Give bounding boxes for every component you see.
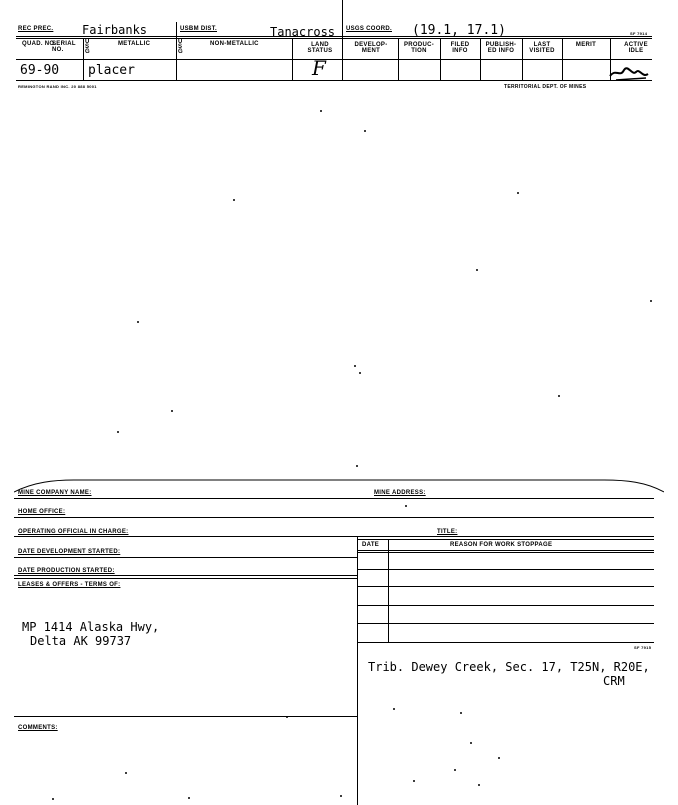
handwritten-mark-icon [606, 60, 656, 84]
quad-no-label: QUAD. NO. [22, 41, 57, 47]
production-label: PRODUC-TION [403, 42, 435, 54]
non-metallic-label: NON-METALLIC [210, 41, 259, 47]
form-center-divider [357, 536, 358, 805]
published-info-label: PUBLISH-ED INFO [485, 42, 517, 54]
filed-info-label: FILED INFO [450, 42, 470, 54]
rec-prec-label: REC PREC. [18, 26, 54, 32]
date-production-label: DATE PRODUCTION STARTED: [18, 568, 115, 574]
header-rule-bottom [16, 80, 652, 81]
lower-form-number: SF 7915 [634, 645, 652, 650]
leases-label: LEASES & OFFERS - TERMS OF: [18, 582, 121, 588]
mine-address-label: MINE ADDRESS: [374, 490, 426, 496]
mine-company-name-label: MINE COMPANY NAME: [18, 490, 92, 496]
printer-imprint: REMINGTON RAND INC. 20 888 5001 [18, 84, 97, 89]
rec-prec-value: Fairbanks [82, 23, 148, 37]
serial-no-label: SERIAL NO. [52, 41, 76, 53]
address-line-2: Delta AK 99737 [30, 634, 132, 648]
usbm-dist-label: USBM DIST. [180, 26, 218, 32]
comments-label: COMMENTS: [18, 725, 58, 731]
date-development-label: DATE DEVELOPMENT STARTED: [18, 549, 121, 555]
usbm-dist-value: Tanacross [270, 25, 336, 39]
header-divider [342, 0, 343, 80]
operating-official-label: OPERATING OFFICIAL IN CHARGE: [18, 529, 129, 535]
header-divider [398, 38, 399, 80]
title-label: TITLE: [437, 529, 458, 535]
metallic-label: METALLIC [118, 41, 151, 47]
usgs-coord-value: (19.1, 17.1) [412, 23, 506, 38]
development-label: DEVELOP-MENT [354, 42, 388, 54]
header-divider [83, 38, 84, 80]
reason-column-label: REASON FOR WORK STOPPAGE [450, 542, 553, 548]
land-status-mark: F [312, 56, 326, 80]
usg-metallic-prefix: U S G [85, 39, 90, 55]
quad-serial-value: 69-90 [20, 63, 60, 78]
date-column-label: DATE [362, 542, 380, 548]
header-divider [440, 38, 441, 80]
land-status-label: LAND STATUS [307, 42, 333, 54]
header-divider [176, 22, 177, 80]
address-line-1: MP 1414 Alaska Hwy, [22, 620, 160, 634]
dept-imprint: TERRITORIAL DEPT. OF MINES [504, 84, 587, 90]
header-divider [292, 38, 293, 80]
location-line-1: Trib. Dewey Creek, Sec. 17, T25N, R20E, [368, 660, 650, 674]
location-line-2: CRM [603, 674, 625, 688]
active-idle-label: ACTIVE IDLE [624, 42, 648, 54]
form-number: SF 7914 [630, 31, 648, 36]
metallic-value: placer [88, 63, 135, 78]
last-visited-label: LAST VISITED [529, 42, 555, 54]
home-office-label: HOME OFFICE: [18, 509, 66, 515]
header-divider [562, 38, 563, 80]
header-divider [480, 38, 481, 80]
header-rule-mid [16, 59, 652, 60]
form-top-border [14, 474, 664, 496]
usgs-coord-label: USGS COORD. [346, 26, 392, 32]
merit-label: MERIT [575, 42, 597, 48]
usg-nonmetallic-prefix: U S G [178, 39, 183, 55]
header-divider [522, 38, 523, 80]
